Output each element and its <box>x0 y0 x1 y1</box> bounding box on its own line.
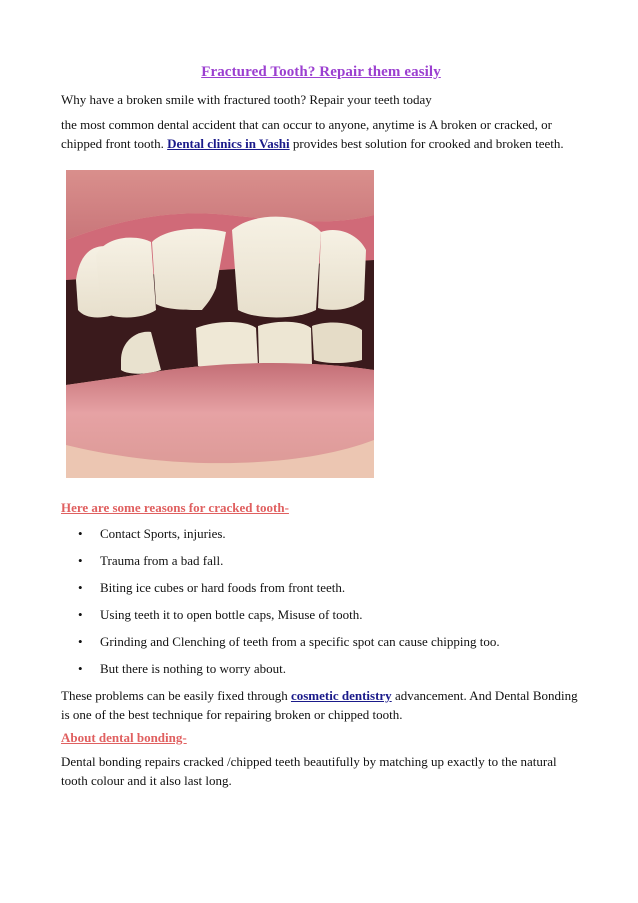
paragraph-cosmetic-before: These problems can be easily fixed through <box>61 688 291 703</box>
list-item <box>61 578 581 597</box>
chipped-tooth-photo <box>66 170 374 478</box>
list-item-text: Grinding and Clenching of teeth from a specific spot can cause chipping too. <box>100 634 500 649</box>
list-item <box>61 524 581 543</box>
bullet-icon: • <box>78 580 83 595</box>
list-item-text: But there is nothing to worry about. <box>100 661 286 676</box>
list-item <box>61 659 581 678</box>
list-item <box>61 605 581 624</box>
bullet-icon: • <box>78 607 83 622</box>
list-item <box>61 632 581 651</box>
bullet-icon: • <box>78 553 83 568</box>
paragraph-bonding: Dental bonding repairs cracked /chipped teeth beautifully by matching up exactly to the natural tooth colour and it also last long. <box>61 754 557 788</box>
paragraph-clinics <box>61 115 581 153</box>
list-item-text: Using teeth it to open bottle caps, Misuse of tooth. <box>100 607 363 622</box>
document-page <box>61 64 581 790</box>
bullet-icon: • <box>78 526 83 541</box>
list-item-text: Contact Sports, injuries. <box>100 526 226 541</box>
paragraph-cosmetic-after: advancement. And Dental Bonding is one of the best technique for repairing broken or chipped tooth. <box>61 688 578 722</box>
bonding-heading: About dental bonding- <box>61 730 187 745</box>
reasons-heading: Here are some reasons for cracked tooth- <box>61 500 289 515</box>
reasons-list <box>61 524 581 678</box>
cosmetic-dentistry-link[interactable]: cosmetic dentistry <box>290 688 392 703</box>
bullet-icon: • <box>78 661 83 676</box>
list-item <box>61 551 581 570</box>
page-title: Fractured Tooth? Repair them easily <box>201 64 441 80</box>
list-item-text: Biting ice cubes or hard foods from front teeth. <box>100 580 346 595</box>
paragraph-cosmetic <box>61 686 581 724</box>
dental-clinics-link[interactable]: Dental clinics in Vashi <box>167 136 290 151</box>
paragraph-clinics-after: provides best solution for crooked and broken teeth. <box>289 136 564 151</box>
intro-text: Why have a broken smile with fractured tooth? Repair your teeth today <box>61 92 432 107</box>
list-item-text: Trauma from a bad fall. <box>100 553 224 568</box>
bullet-icon: • <box>78 634 83 649</box>
paragraph-clinics-before: the most common dental accident that can occur to anyone, anytime is A broken or cracked, or chipped front tooth. <box>61 117 552 151</box>
